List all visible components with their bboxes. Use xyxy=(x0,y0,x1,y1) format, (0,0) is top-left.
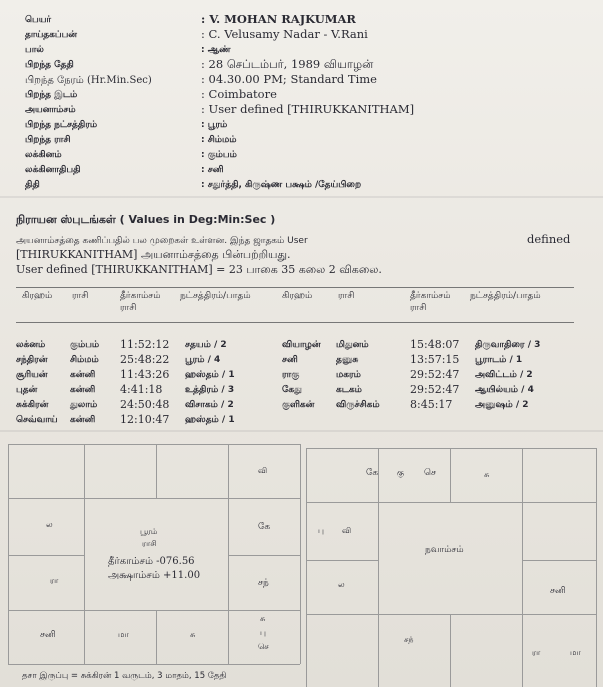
table-row-longitude: 25:48:22 xyxy=(120,353,170,366)
table-row-longitude-2: 15:48:07 xyxy=(410,338,460,351)
ayanamsa-note-line1: அயனாம்சத்தை கணிப்பதில் பல முறைகள் உள்ளன. இந்த ஜாதகம் User xyxy=(16,236,308,246)
table-row-rasi: கன்னி xyxy=(70,415,96,425)
grid-line xyxy=(596,448,597,687)
label-parents: தாய்தகப்பன் xyxy=(25,30,78,40)
label-lagnam: லக்கினம் xyxy=(25,150,62,160)
table-row-planet: செவ்வாய் xyxy=(16,415,58,425)
table-row-star: ஹஸ்தம் / 1 xyxy=(185,415,235,425)
navamsa-cell-top-col1: கே xyxy=(366,468,379,478)
label-thithi: திதி xyxy=(25,180,40,190)
table-row-star-2: ஆயில்யம் / 4 xyxy=(475,385,534,395)
grid-line xyxy=(306,560,378,561)
table-row-star: ஹஸ்தம் / 1 xyxy=(185,370,235,380)
value-ayanamsa: : User defined [THIRUKKANITHAM] xyxy=(201,102,415,116)
label-birth-rasi: பிறந்த ராசி xyxy=(25,135,71,145)
table-row-longitude: 24:50:48 xyxy=(120,398,170,411)
navamsa-cell-top-col4: சு xyxy=(484,470,490,479)
navamsa-cell-left-row2-a: பு xyxy=(318,526,324,535)
navamsa-cell-bottom-col2: சந் xyxy=(404,635,414,644)
table-row-star-2: அவிட்டம் / 2 xyxy=(475,370,533,380)
rasi-center-star: பூரம் xyxy=(140,527,158,536)
section-heading: நிராயன ஸ்புடங்கள் ( Values in Deg:Min:Sec ) xyxy=(16,213,276,226)
table-row-rasi-2: தனுசு xyxy=(336,355,359,365)
rasi-center-longitude: தீர்காம்சம் -076.56 xyxy=(108,556,195,567)
navamsa-cell-bottom-col4-a: ரா xyxy=(532,648,541,657)
value-thithi: : சதுர்த்தி, கிருஷ்ண பக்ஷம் /தேய்பிறை xyxy=(201,180,362,190)
value-birth-date: : 28 செப்டம்பர், 1989 வியாழன் xyxy=(201,57,374,71)
ayanamsa-note-line2: [THIRUKKANITHAM] அயனாம்சத்தை பின்பற்றியது. xyxy=(16,248,291,261)
rasi-cell-bottom-col1: சனி xyxy=(40,630,56,640)
value-parents: : C. Velusamy Nadar - V.Rani xyxy=(201,27,368,41)
value-birth-star: : பூரம் xyxy=(201,120,228,130)
grid-line xyxy=(8,444,9,664)
table-row-longitude: 4:41:18 xyxy=(120,383,163,396)
label-birth-star: பிறந்த நட்சத்திரம் xyxy=(25,120,98,130)
table-row-rasi: கன்னி xyxy=(70,385,96,395)
label-gender: பால் xyxy=(25,45,44,55)
rasi-cell-bottom-col2: மா xyxy=(118,630,129,639)
grid-line xyxy=(228,444,229,664)
dasa-balance: தசா இருப்பு = சுக்கிரன் 1 வருடம், 3 மாதம், 15 தேதி xyxy=(22,671,227,681)
paper-fold xyxy=(0,430,603,432)
value-gender: : ஆண் xyxy=(201,45,231,55)
label-ayanamsa: அயனாம்சம் xyxy=(25,105,76,115)
th-planet-2: கிரஹம் xyxy=(282,291,313,301)
rasi-cell-bottom-col3: சு xyxy=(190,630,196,639)
table-row-star: உத்திரம் / 3 xyxy=(185,385,235,395)
table-row-rasi: கன்னி xyxy=(70,370,96,380)
grid-line xyxy=(450,448,451,502)
grid-line xyxy=(522,448,523,687)
navamsa-cell-left-row3: ல xyxy=(338,580,345,589)
table-row-star-2: பூராடம் / 1 xyxy=(475,355,523,365)
table-row-planet: சூரியன் xyxy=(16,370,48,380)
label-name: பெயர் xyxy=(25,15,52,25)
rasi-cell-left-row2: ல xyxy=(46,520,53,529)
rasi-center-title: ராசி xyxy=(142,539,157,548)
grid-line xyxy=(84,444,85,664)
ayanamsa-note-line3: User defined [THIRUKKANITHAM] = 23 பாகை 35 கலை 2 விகலை. xyxy=(16,263,382,276)
table-top-rule xyxy=(16,287,574,288)
grid-line xyxy=(378,448,379,687)
th-longitude: தீர்காம்சம் ராசி xyxy=(120,291,161,313)
table-row-rasi: சிம்மம் xyxy=(70,355,99,365)
table-row-planet-2: ராகு xyxy=(282,370,300,380)
value-birth-rasi: : சிம்மம் xyxy=(201,135,237,145)
grid-line xyxy=(156,444,157,498)
table-row-longitude-2: 29:52:47 xyxy=(410,368,460,381)
table-row-planet: சுக்கிரன் xyxy=(16,400,49,410)
grid-line xyxy=(300,444,301,664)
navamsa-cell-top-col2: கு xyxy=(397,468,405,477)
table-row-rasi: கும்பம் xyxy=(70,340,100,350)
th-longitude-2: தீர்காம்சம் ராசி xyxy=(410,291,451,313)
th-star-pada-2: நட்சத்திரம்/பாதம் xyxy=(470,291,541,301)
grid-line xyxy=(306,448,307,687)
grid-line xyxy=(156,610,157,664)
navamsa-cell-bottom-col4-b: மா xyxy=(570,648,581,657)
rasi-cell-bottom-col4-b: பு xyxy=(260,628,266,637)
table-row-rasi-2: மகரம் xyxy=(336,370,361,380)
grid-line xyxy=(306,502,596,503)
table-row-longitude-2: 8:45:17 xyxy=(410,398,453,411)
th-rasi: ராசி xyxy=(72,291,89,301)
table-row-longitude: 12:10:47 xyxy=(120,413,170,426)
rasi-cell-right-row3: சந் xyxy=(258,578,269,588)
table-row-planet: புதன் xyxy=(16,385,38,395)
navamsa-cell-left-row2-b: வி xyxy=(342,526,352,535)
grid-line xyxy=(228,555,300,556)
grid-line xyxy=(8,664,300,665)
table-header-rule xyxy=(16,322,574,323)
table-row-planet-2: கேது xyxy=(282,385,302,395)
grid-line xyxy=(306,448,596,449)
grid-line xyxy=(8,444,300,445)
table-row-longitude: 11:52:12 xyxy=(120,338,170,351)
table-row-rasi-2: விருச்சிகம் xyxy=(336,400,380,410)
table-row-planet-2: வியாழன் xyxy=(282,340,321,350)
grid-line xyxy=(306,614,596,615)
navamsa-cell-top-col3: செ xyxy=(424,468,436,478)
rasi-cell-top-col4: வி xyxy=(258,466,268,475)
table-row-star-2: திருவாதிரை / 3 xyxy=(475,340,541,350)
th-planet: கிரஹம் xyxy=(22,291,53,301)
th-star-pada: நட்சத்திரம்/பாதம் xyxy=(180,291,251,301)
navamsa-center-title: நவாம்சம் xyxy=(425,545,464,555)
label-birth-date: பிறந்த தேதி xyxy=(25,60,74,70)
navamsa-cell-right-row3: சனி xyxy=(550,586,566,596)
label-birth-place: பிறந்த இடம் xyxy=(25,90,78,100)
table-row-star: சதயம் / 2 xyxy=(185,340,227,350)
rasi-cell-bottom-col4-c: செ xyxy=(258,642,269,651)
rasi-center-latitude: அக்ஷாம்சம் +11.00 xyxy=(108,570,201,581)
table-row-longitude: 11:43:26 xyxy=(120,368,170,381)
table-row-planet-2: குளிகன் xyxy=(282,400,315,410)
value-birth-place: : Coimbatore xyxy=(201,87,277,101)
paper-fold xyxy=(0,196,603,198)
table-row-rasi-2: கடகம் xyxy=(336,385,362,395)
grid-line xyxy=(522,560,596,561)
label-lagna-lord: லக்கினாதிபதி xyxy=(25,165,81,175)
table-row-longitude-2: 29:52:47 xyxy=(410,383,460,396)
table-row-star-2: அனுஷம் / 2 xyxy=(475,400,529,410)
rasi-cell-bottom-col4-a: சு xyxy=(260,614,266,623)
ayanamsa-note-defined: defined xyxy=(527,232,571,246)
table-row-star: பூரம் / 4 xyxy=(185,355,221,365)
table-row-star: விசாகம் / 2 xyxy=(185,400,234,410)
value-name: : V. MOHAN RAJKUMAR xyxy=(201,12,356,26)
table-row-rasi: துலாம் xyxy=(70,400,98,410)
value-lagnam: : கும்பம் xyxy=(201,150,237,160)
label-birth-time: பிறந்த நேரம் (Hr.Min.Sec) xyxy=(25,75,152,86)
table-row-planet-2: சனி xyxy=(282,355,298,365)
value-birth-time: : 04.30.00 PM; Standard Time xyxy=(201,72,377,86)
table-row-planet: சந்திரன் xyxy=(16,355,48,365)
grid-line xyxy=(8,498,300,499)
rasi-cell-left-row3: ரா xyxy=(50,576,59,585)
grid-line xyxy=(8,610,300,611)
value-lagna-lord: : சனி xyxy=(201,165,224,175)
th-rasi-2: ராசி xyxy=(338,291,355,301)
table-row-rasi-2: மிதுனம் xyxy=(336,340,369,350)
grid-line xyxy=(450,614,451,687)
table-row-planet: லக்னம் xyxy=(16,340,46,350)
grid-line xyxy=(8,555,84,556)
rasi-cell-right-row2: கே xyxy=(258,522,271,532)
table-row-longitude-2: 13:57:15 xyxy=(410,353,460,366)
